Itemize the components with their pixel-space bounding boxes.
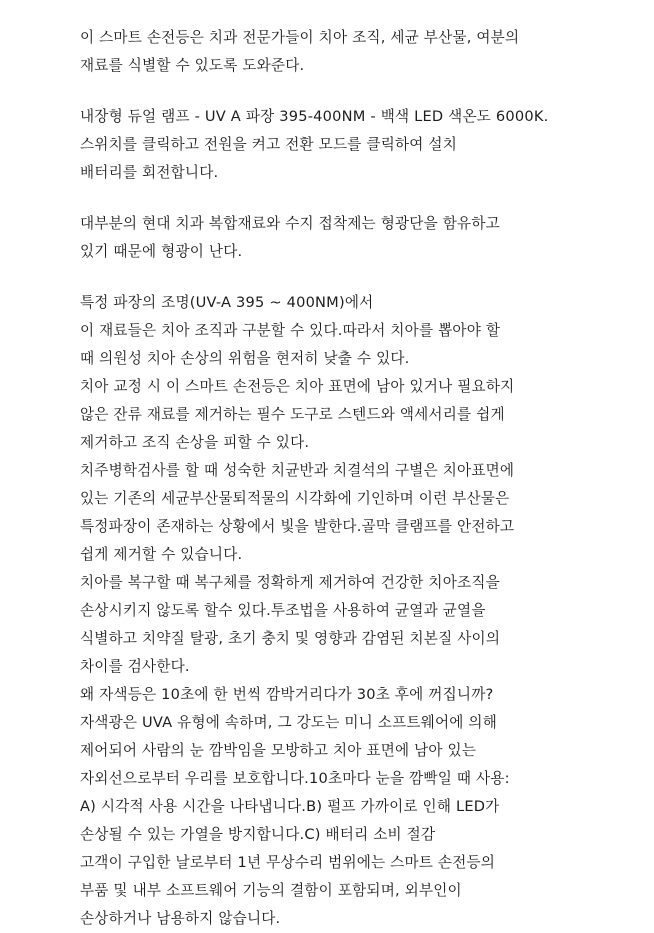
document-body bbox=[80, 24, 640, 933]
text-line: 손상하거나 남용하지 않습니다. bbox=[80, 910, 281, 927]
text-line: 있는 기존의 세균부산물퇴적물의 시각화에 기인하며 이런 부산물은 bbox=[80, 490, 510, 507]
text-line: 자색광은 UVA 유형에 속하며, 그 강도는 미니 소프트웨어에 의해 bbox=[80, 714, 498, 731]
paragraph-intro bbox=[80, 24, 640, 80]
text-line: 왜 자색등은 10초에 한 번씩 깜박거리다가 30초 후에 꺼집니까? bbox=[80, 686, 494, 703]
text-line: 치아를 복구할 때 복구체를 정확하게 제거하여 건강한 치아조직을 bbox=[80, 574, 500, 591]
text-line: A) 시각적 사용 시간을 나타냅니다.B) 펄프 가까이로 인해 LED가 bbox=[80, 798, 500, 815]
paragraph-usage bbox=[80, 289, 640, 933]
text-line: 쉽게 제거할 수 있습니다. bbox=[80, 546, 243, 563]
text-line: 특정파장이 존재하는 상황에서 빛을 발한다.골막 클램프를 안전하고 bbox=[80, 518, 515, 535]
text-line: 있기 때문에 형광이 난다. bbox=[80, 243, 243, 260]
text-line: 이 스마트 손전등은 치과 전문가들이 치아 조직, 세균 부산물, 여분의 bbox=[80, 29, 520, 46]
text-line: 부품 및 내부 소프트웨어 기능의 결함이 포함되며, 외부인이 bbox=[80, 882, 462, 899]
text-line: 치아 교정 시 이 스마트 손전등은 치아 표면에 남아 있거나 필요하지 bbox=[80, 378, 515, 395]
text-line: 제어되어 사람의 눈 깜박임을 모방하고 치아 표면에 남아 있는 bbox=[80, 742, 477, 759]
text-line: 않은 잔류 재료를 제거하는 필수 도구로 스텐드와 액세서리를 쉽게 bbox=[80, 406, 505, 423]
text-line: 식별하고 치약질 탈광, 초기 충치 및 영향과 감염된 치본질 사이의 bbox=[80, 630, 501, 647]
text-line: 배터리를 회전합니다. bbox=[80, 164, 219, 181]
text-line: 차이를 검사한다. bbox=[80, 658, 190, 675]
text-line: 자외선으로부터 우리를 보호합니다.10초마다 눈을 깜빡일 때 사용: bbox=[80, 770, 510, 787]
text-line: 대부분의 현대 치과 복합재료와 수지 접착제는 형광단을 함유하고 bbox=[80, 215, 500, 232]
text-line: 치주병학검사를 할 때 성숙한 치균반과 치결석의 구별은 치아표면에 bbox=[80, 462, 515, 479]
paragraph-gap bbox=[80, 266, 640, 289]
text-line: 고객이 구입한 날로부터 1년 무상수리 범위에는 스마트 손전등의 bbox=[80, 854, 496, 871]
text-line: 이 재료들은 치아 조직과 구분할 수 있다.따라서 치아를 뽑아야 할 bbox=[80, 322, 501, 339]
text-line: 특정 파장의 조명(UV-A 395 ~ 400NM)에서 bbox=[80, 294, 374, 311]
text-line: 제거하고 조직 손상을 피할 수 있다. bbox=[80, 434, 310, 451]
paragraph-lamp bbox=[80, 103, 640, 187]
paragraph-gap bbox=[80, 187, 640, 210]
paragraph-gap bbox=[80, 80, 640, 103]
text-line: 때 의원성 치아 손상의 위험을 현저히 낮출 수 있다. bbox=[80, 350, 410, 367]
text-line: 스위치를 클릭하고 전원을 켜고 전환 모드를 클릭하여 설치 bbox=[80, 136, 458, 153]
text-line: 내장형 듀얼 램프 - UV A 파장 395-400NM - 백색 LED 색온도 6000K. bbox=[80, 108, 549, 125]
paragraph-fluorescence bbox=[80, 210, 640, 266]
text-line: 손상시키지 않도록 할수 있다.투조법을 사용하여 균열과 균열을 bbox=[80, 602, 486, 619]
text-line: 재료를 식별할 수 있도록 도와준다. bbox=[80, 57, 305, 74]
text-line: 손상될 수 있는 가열을 방지합니다.C) 배터리 소비 절감 bbox=[80, 826, 436, 843]
